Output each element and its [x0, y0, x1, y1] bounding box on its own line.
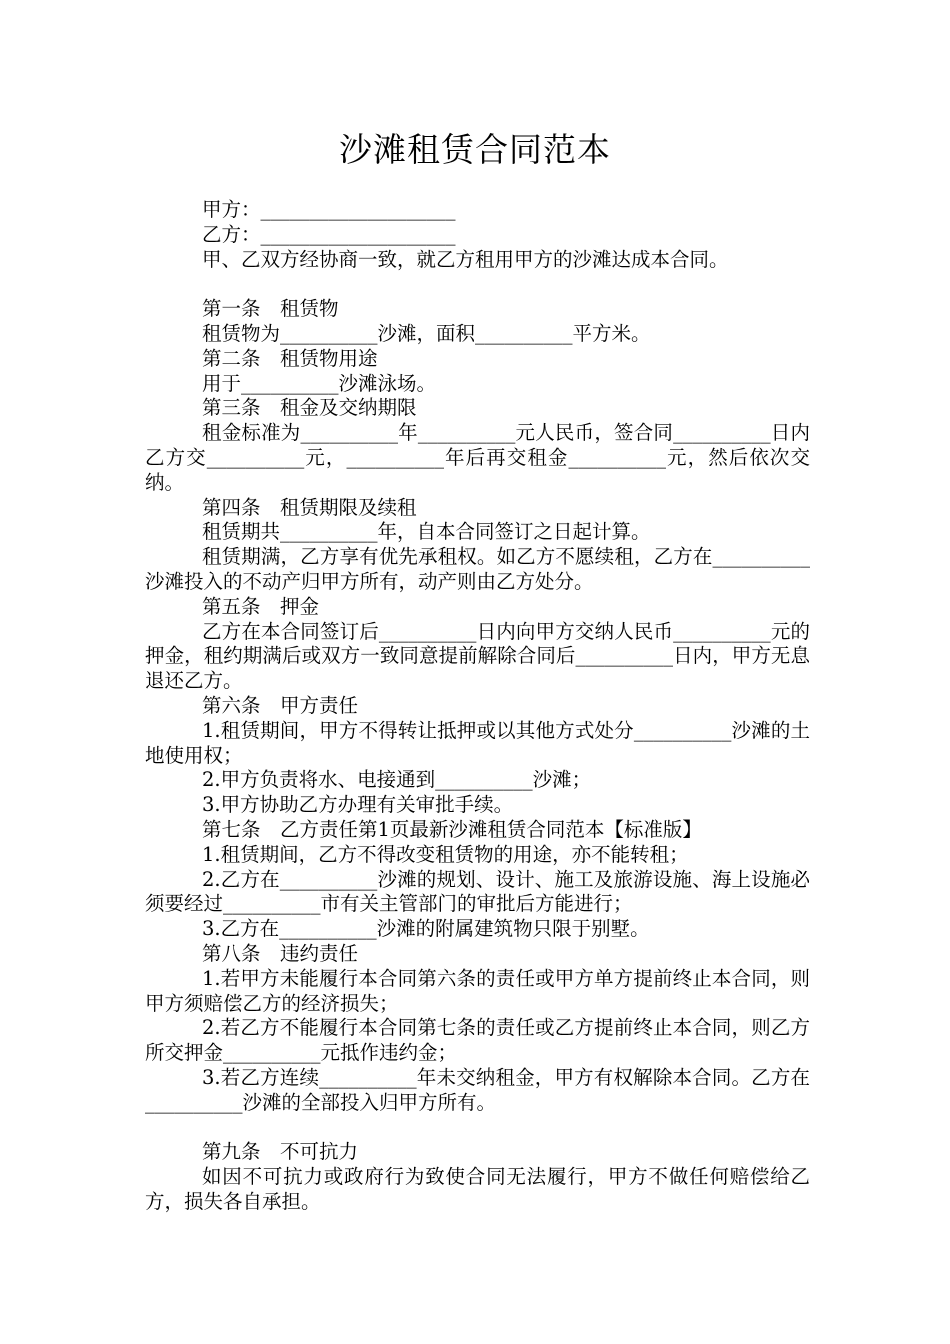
article-heading: 第七条 乙方责任第1页最新沙滩租赁合同范本【标准版】 [202, 817, 702, 841]
paragraph: 乙方在本合同签订后__________日内向甲方交纳人民币__________元的押金，租约期满后或双方一致同意提前解除合同后__________日内，甲方无息退还乙方。 [145, 619, 810, 693]
paragraph: 3.若乙方连续__________年未交纳租金，甲方有权解除本合同。乙方在__________沙滩的全部投入归甲方所有。 [145, 1065, 810, 1114]
paragraph: 1.若甲方未能履行本合同第六条的责任或甲方单方提前终止本合同，则甲方须赔偿乙方的经济损失； [145, 966, 810, 1015]
blank-line [145, 272, 810, 297]
document-body [145, 198, 810, 1215]
paragraph: 3.甲方协助乙方办理有关审批手续。 [202, 793, 514, 817]
paragraph: 3.乙方在__________沙滩的附属建筑物只限于别墅。 [202, 917, 650, 941]
paragraph: 租赁期共__________年，自本合同签订之日起计算。 [202, 520, 651, 544]
article-heading: 第八条 违约责任 [202, 941, 359, 965]
article-heading: 第四条 租赁期限及续租 [202, 495, 417, 519]
article-heading: 第五条 押金 [202, 594, 320, 618]
paragraph: 2.乙方在__________沙滩的规划、设计、施工及旅游设施、海上设施必须要经过__________市有关主管部门的审批后方能进行； [145, 867, 810, 916]
paragraph: 甲、乙双方经协商一致，就乙方租用甲方的沙滩达成本合同。 [202, 247, 729, 271]
paragraph: 甲方：____________________ [202, 198, 456, 221]
paragraph: 2.甲方负责将水、电接通到__________沙滩； [202, 768, 592, 792]
paragraph: 1.租赁期间，乙方不得改变租赁物的用途，亦不能转租； [202, 842, 689, 866]
article-heading: 第三条 租金及交纳期限 [202, 396, 417, 420]
paragraph: 租赁物为__________沙滩，面积__________平方米。 [202, 321, 651, 345]
paragraph: 租金标准为__________年__________元人民币，签合同__________日内乙方交__________元，__________年后再交租金__________元，然后依次交纳。 [145, 421, 810, 494]
article-heading: 第九条 不可抗力 [202, 1140, 359, 1164]
paragraph: 租赁期满，乙方享有优先承租权。如乙方不愿续租，乙方在__________沙滩投入的不动产归甲方所有，动产则由乙方处分。 [145, 545, 810, 593]
article-heading: 第二条 租赁物用途 [202, 346, 378, 370]
paragraph: 2.若乙方不能履行本合同第七条的责任或乙方提前终止本合同，则乙方所交押金__________元抵作违约金； [145, 1016, 810, 1065]
paragraph: 乙方：____________________ [202, 222, 456, 246]
paragraph: 如因不可抗力或政府行为致使合同无法履行，甲方不做任何赔偿给乙方，损失各自承担。 [145, 1165, 810, 1213]
article-heading: 第一条 租赁物 [202, 297, 339, 321]
paragraph: 用于__________沙滩泳场。 [202, 371, 437, 395]
paragraph: 1.租赁期间，甲方不得转让抵押或以其他方式处分__________沙滩的土地使用权； [145, 718, 810, 767]
article-heading: 第六条 甲方责任 [202, 693, 359, 717]
document-title: 沙滩租赁合同范本 [339, 130, 611, 169]
blank-line [145, 1115, 810, 1140]
